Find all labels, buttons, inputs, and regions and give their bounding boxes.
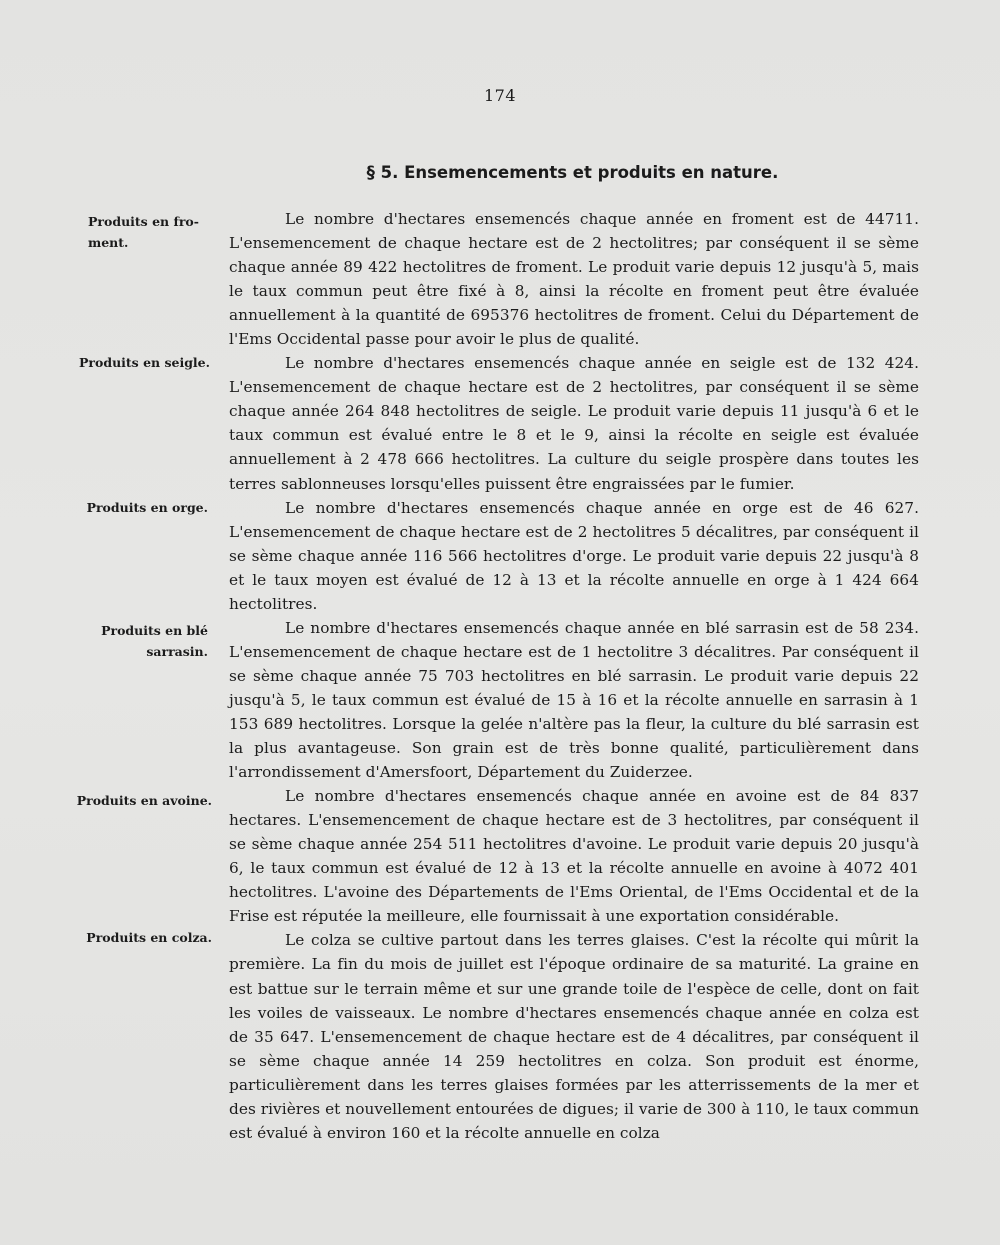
sidenote-seigle: Produits en seigle.	[79, 355, 210, 370]
sidenote-colza: Produits en colza.	[86, 930, 212, 945]
sidenote-froment: Produits en fro- ment.	[88, 214, 199, 250]
page-number: 174	[483, 86, 517, 105]
sidenote-avoine: Produits en avoine.	[76, 793, 212, 808]
paragraph-colza: Le colza se cultive partout dans les terres glaises. C'est la récolte qui mûrit la première. La fin du mois de juillet est l'époque ordinaire de sa maturité. La graine en est battue sur le terrain même et sur une grande toile de l'espèce de celle, dont on fait les voiles de vaisseaux. Le nombre d'hectares ensemencés chaque année en colza est de 35 647. L'ensemencement de chaque hectare est de 4 décalitres, par conséquent il se sème chaque année 14 259 hectolitres en colza. Son produit est énorme, particulièrement dans les terres glaises formées par les atterrissements de la mer et des rivières et nouvellement entourées de digues; il varie de 300 à 110, le taux commun est évalué à environ 160 et la récolte annuelle en colza	[229, 931, 920, 1142]
sidenote-orge: Produits en orge.	[86, 500, 208, 515]
sidenote-ble-sarrasin: Produits en blé sarrasin.	[101, 623, 208, 659]
paragraph-ble-sarrasin: Le nombre d'hectares ensemencés chaque année en blé sarrasin est de 58 234. L'ensemencement de chaque hectare est de 1 hectolitre 3 décalitres. Par conséquent il se sème chaque année 75 703 hectolitres en blé sarrasin. Le produit varie depuis 22 jusqu'à 5, le taux commun est évalué de 15 à 16 et la récolte annuelle en sarrasin à 1 153 689 hectolitres. Lorsque la gelée n'altère pas la fleur, la culture du blé sarrasin est la plus avantageuse. Son grain est de très bonne qualité, particulièrement dans l'arrondissement d'Amersfoort, Département du Zuiderzee.	[229, 618, 919, 782]
main-text	[229, 207, 919, 1145]
paragraph-orge: Le nombre d'hectares ensemencés chaque année en orge est de 46 627. L'ensemencement de chaque hectare est de 2 hectolitres 5 décalitres, par conséquent il se sème chaque année 116 566 hectolitres d'orge. Le produit varie depuis 22 jusqu'à 8 et le taux moyen est évalué de 12 à 13 et la récolte annuelle en orge à 1 424 664 hectolitres.	[229, 498, 919, 613]
paragraph-froment: Le nombre d'hectares ensemencés chaque année en froment est de 44711. L'ensemencement de chaque hectare est de 2 hectolitres; par conséquent il se sème chaque année 89 422 hectolitres de froment. Le produit varie depuis 12 jusqu'à 5, mais le taux commun peut être fixé à 8, ainsi la récolte en froment peut être évaluée annuellement à la quantité de 695376 hectolitres de froment. Celui du Département de l'Ems Occidental passe pour avoir le plus de qualité.	[229, 210, 919, 349]
section-title: § 5. Ensemencements et produits en nature.	[366, 163, 779, 182]
paragraph-seigle: Le nombre d'hectares ensemencés chaque année en seigle est de 132 424. L'ensemencement de chaque hectare est de 2 hectolitres, par conséquent il se sème chaque année 264 848 hectolitres de seigle. Le produit varie depuis 11 jusqu'à 6 et le taux commun est évalué entre le 8 et le 9, ainsi la récolte en seigle est évaluée annuellement à 2 478 666 hectolitres. La culture du seigle prospère dans toutes les terres sablonneuses lorsqu'elles puissent être engraissées par le fumier.	[229, 354, 919, 493]
paragraph-avoine: Le nombre d'hectares ensemencés chaque année en avoine est de 84 837 hectares. L'ensemencement de chaque hectare est de 3 hectolitres, par conséquent il se sème chaque année 254 511 hectolitres d'avoine. Le produit varie depuis 20 jusqu'à 6, le taux commun est évalué de 12 à 13 et la récolte annuelle en avoine à 4072 401 hectolitres. L'avoine des Départements de l'Ems Oriental, de l'Ems Occidental et de la Frise est réputée la meilleure, elle fournissait à une exportation considérable.	[229, 787, 919, 926]
